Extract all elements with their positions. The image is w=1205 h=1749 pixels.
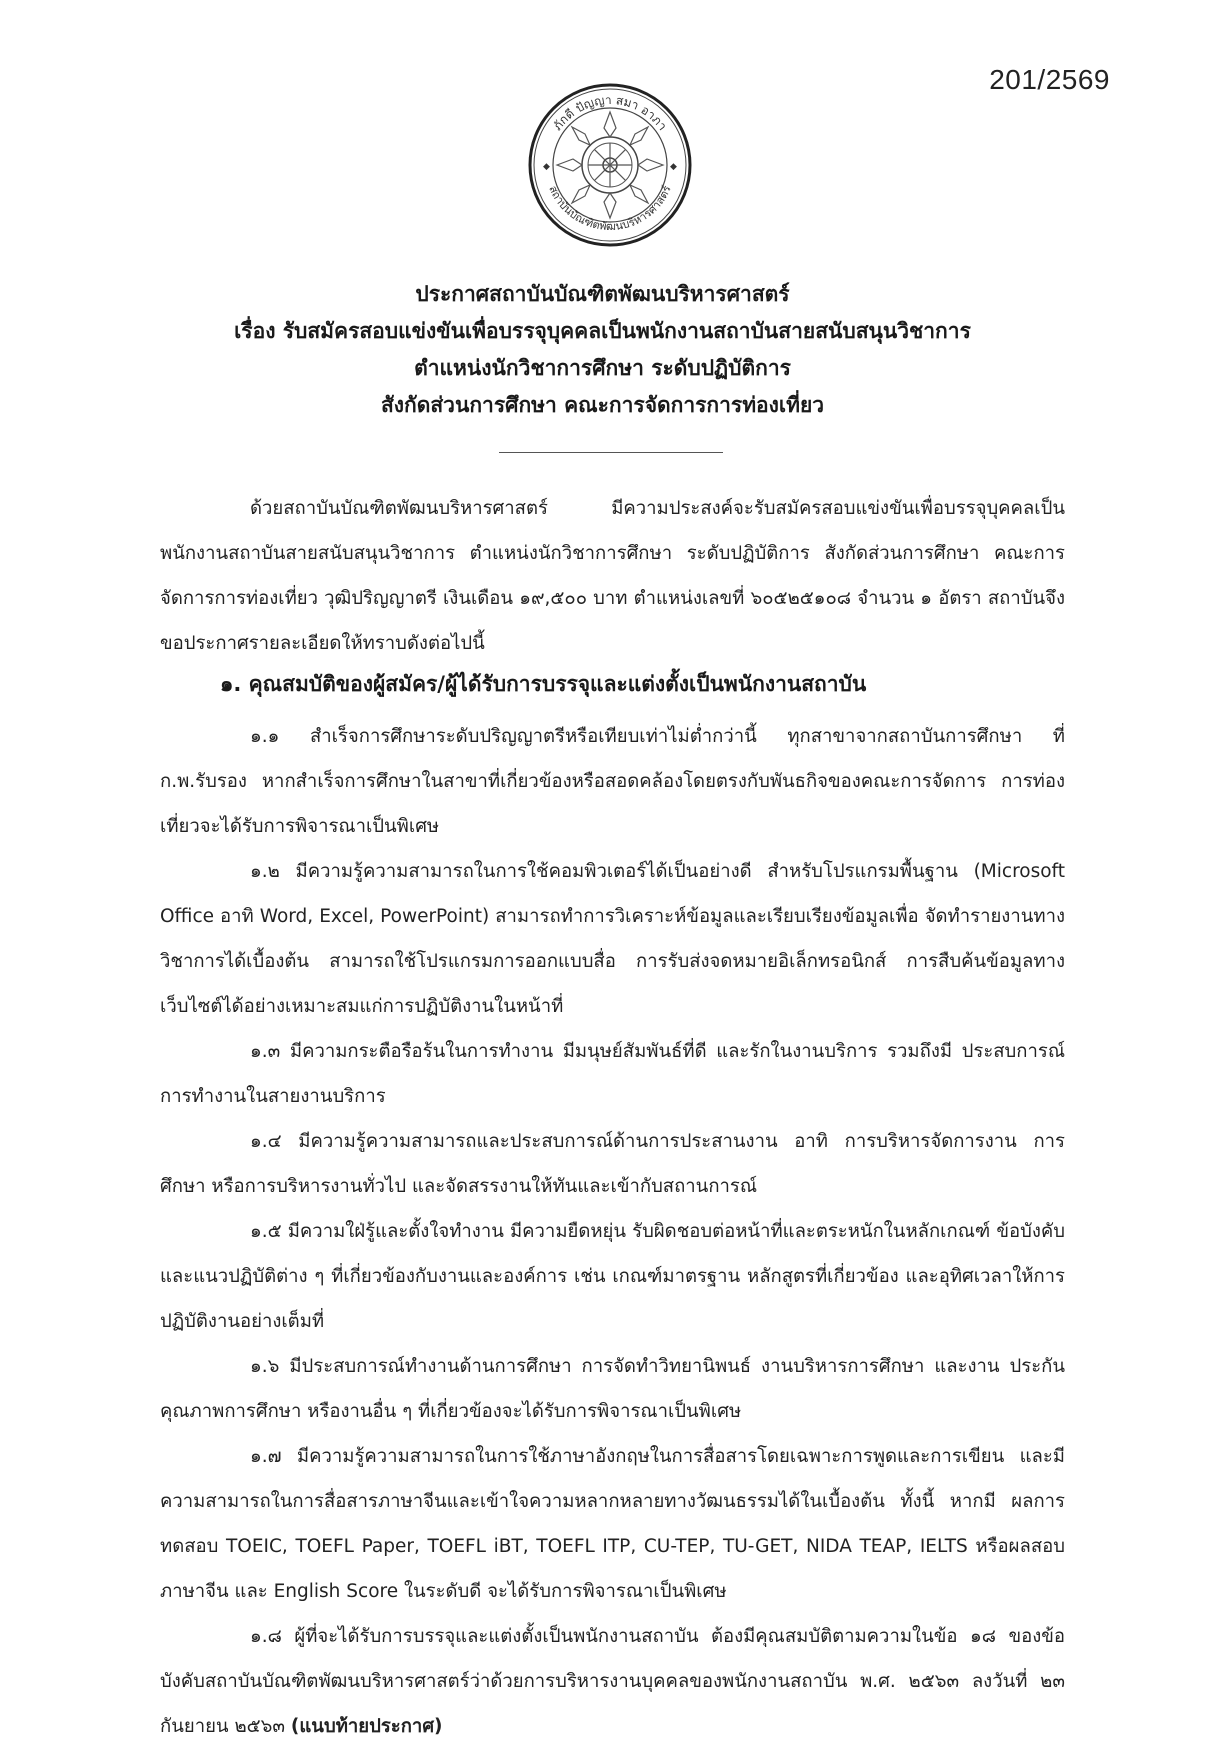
announcement-heading: [0, 276, 1205, 424]
heading-line-1: ประกาศสถาบันบัณฑิตพัฒนบริหารศาสตร์: [415, 282, 790, 306]
section-1-items: [160, 714, 1065, 1749]
heading-line-3: ตำแหน่งนักวิชาการศึกษา ระดับปฏิบัติการ: [414, 356, 791, 380]
qualification-item-1-2: ๑.๒ มีความรู้ความสามารถในการใช้คอมพิวเตอร์ได้เป็นอย่างดี สำหรับโปรแกรมพื้นฐาน (Microsoft Office อาทิ Word, Excel, PowerPoint) สามารถทำการวิเคราะห์ข้อมูลและเรียบเรียงข้อมูลเพื่อ จัดทำรายงานทางวิชาการได้เบื้องต้น สามารถใช้โปรแกรมการออกแบบสื่อ การรับส่งจดหมายอิเล็กทรอนิกส์ การสืบค้นข้อมูลทางเว็บไซต์ได้อย่างเหมาะสมแก่การปฏิบัติงานในหน้าที่: [160, 861, 1065, 1017]
attachment-note: (แนบท้ายประกาศ): [290, 1716, 443, 1737]
section-1-heading: ๑. คุณสมบัติของผู้สมัคร/ผู้ได้รับการบรรจุและแต่งตั้งเป็นพนักงานสถาบัน: [220, 672, 867, 696]
svg-text:ภักดี ปัญญา สมา อาภา: ภักดี ปัญญา สมา อาภา: [550, 92, 670, 134]
qualification-item-1-4: ๑.๔ มีความรู้ความสามารถและประสบการณ์ด้านการประสานงาน อาทิ การบริหารจัดการงาน การศึกษา หรือการบริหารงานทั่วไป และจัดสรรงานให้ทันและเข้ากับสถานการณ์: [160, 1131, 1065, 1197]
qualification-item-1-8: [160, 1614, 1065, 1749]
item-1-8-text: ๑.๘ ผู้ที่จะได้รับการบรรจุและแต่งตั้งเป็นพนักงานสถาบัน ต้องมีคุณสมบัติตามความในข้อ ๑๘ ของข้อบังคับสถาบันบัณฑิตพัฒนบริหารศาสตร์ว่าด้วยการบริหารงานบุคคลของพนักงานสถาบัน พ.ศ. ๒๕๖๓ ลงวันที่ ๒๓ กันยายน ๒๕๖๓: [160, 1626, 1065, 1737]
qualification-item-1-1: ๑.๑ สำเร็จการศึกษาระดับปริญญาตรีหรือเทียบเท่าไม่ต่ำกว่านี้ ทุกสาขาจากสถาบันการศึกษา ที่ ก.พ.รับรอง หากสำเร็จการศึกษาในสาขาที่เกี่ยวข้องหรือสอดคล้องโดยตรงกับพันธกิจของคณะการจัดการ การท่องเที่ยวจะได้รับการพิจารณาเป็นพิเศษ: [160, 726, 1065, 837]
heading-line-2: เรื่อง รับสมัครสอบแข่งขันเพื่อบรรจุบุคคลเป็นพนักงานสถาบันสายสนับสนุนวิชาการ: [234, 319, 971, 343]
dharma-wheel-seal-icon: [527, 82, 693, 248]
heading-line-4: สังกัดส่วนการศึกษา คณะการจัดการการท่องเที่ยว: [380, 393, 825, 417]
heading-divider: [499, 452, 723, 453]
svg-text:◆: ◆: [543, 162, 550, 172]
qualification-item-1-7: ๑.๗ มีความรู้ความสามารถในการใช้ภาษาอังกฤษในการสื่อสารโดยเฉพาะการพูดและการเขียน และมีความสามารถในการสื่อสารภาษาจีนและเข้าใจความหลากหลายทางวัฒนธรรมได้ในเบื้องต้น ทั้งนี้ หากมี ผลการทดสอบ TOEIC, TOEFL Paper, TOEFL iBT, TOEFL ITP, CU-TEP, TU-GET, NIDA TEAP, IELTS หรือผลสอบภาษาจีน และ English Score ในระดับดี จะได้รับการพิจารณาเป็นพิเศษ: [160, 1446, 1065, 1602]
intro-paragraph: ด้วยสถาบันบัณฑิตพัฒนบริหารศาสตร์ มีความประสงค์จะรับสมัครสอบแข่งขันเพื่อบรรจุบุคคลเป็นพนักงานสถาบันสายสนับสนุนวิชาการ ตำแหน่งนักวิชาการศึกษา ระดับปฏิบัติการ สังกัดส่วนการศึกษา คณะการจัดการการท่องเที่ยว วุฒิปริญญาตรี เงินเดือน ๑๙,๕๐๐ บาท ตำแหน่งเลขที่ ๖๐๕๒๕๑๐๘ จำนวน ๑ อัตรา สถาบันจึงขอประกาศรายละเอียดให้ทราบดังต่อไปนี้: [160, 498, 1065, 654]
institution-seal: [527, 82, 693, 248]
qualification-item-1-5: ๑.๕ มีความใฝ่รู้และตั้งใจทำงาน มีความยืดหยุ่น รับผิดชอบต่อหน้าที่และตระหนักในหลักเกณฑ์ ข้อบังคับ และแนวปฏิบัติต่าง ๆ ที่เกี่ยวข้องกับงานและองค์การ เช่น เกณฑ์มาตรฐาน หลักสูตรที่เกี่ยวข้อง และอุทิศเวลาให้การปฏิบัติงานอย่างเต็มที่: [160, 1221, 1065, 1332]
qualification-item-1-6: ๑.๖ มีประสบการณ์ทำงานด้านการศึกษา การจัดทำวิทยานิพนธ์ งานบริหารการศึกษา และงาน ประกันคุณภาพการศึกษา หรืองานอื่น ๆ ที่เกี่ยวข้องจะได้รับการพิจารณาเป็นพิเศษ: [160, 1356, 1065, 1422]
qualification-item-1-3: ๑.๓ มีความกระตือรือร้นในการทำงาน มีมนุษย์สัมพันธ์ที่ดี และรักในงานบริการ รวมถึงมี ประสบการณ์การทำงานในสายงานบริการ: [160, 1041, 1065, 1107]
document-number: 201/2569: [989, 64, 1110, 95]
svg-text:สถาบันบัณฑิตพัฒนบริหารศาสตร์: สถาบันบัณฑิตพัฒนบริหารศาสตร์: [546, 183, 674, 234]
svg-text:◆: ◆: [670, 162, 677, 172]
intro-section: [160, 486, 1065, 666]
